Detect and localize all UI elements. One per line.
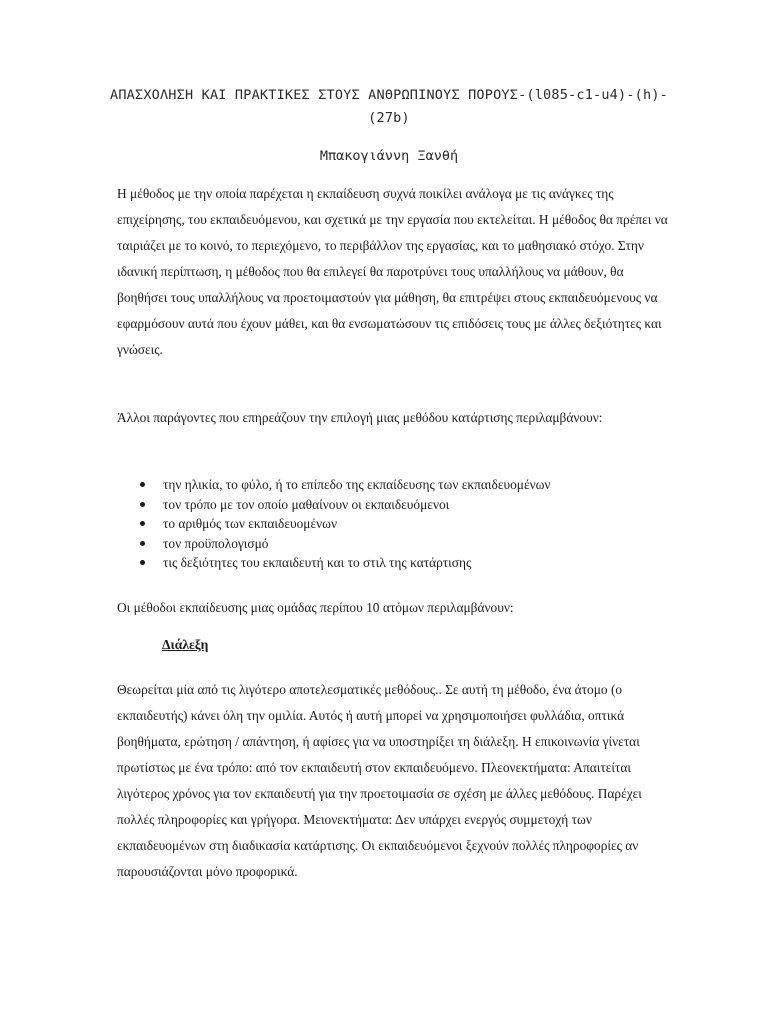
list-item-text: την ηλικία, το φύλο, ή το επίπεδο της εκπαίδευσης των εκπαιδευομένων [163, 477, 551, 492]
list-item [138, 495, 678, 515]
document-title: ΑΠΑΣΧΟΛΗΣΗ ΚΑΙ ΠΡΑΚΤΙΚΕΣ ΣΤΟΥΣ ΑΝΘΡΩΠΙΝΟΥΣ ΠΟΡΟΥΣ-(l085-c1-u4)-(h)-(27b) [110, 87, 668, 126]
list-item [138, 534, 678, 554]
list-item-text: τον προϋπολογισμό [163, 535, 269, 551]
list-item [138, 553, 678, 573]
list-item [138, 514, 678, 534]
bullet-icon [140, 502, 145, 507]
bullet-icon [140, 560, 145, 565]
bullet-icon [140, 521, 145, 526]
factors-list [138, 475, 678, 573]
list-item-text: τις δεξιότητες του εκπαιδευτή και το στιλ της κατάρτισης [163, 555, 472, 570]
bullet-icon [140, 482, 145, 487]
list-item-text: το αριθμός των εκπαιδευομένων [163, 516, 337, 531]
section-heading-lecture: Διάλεξη [162, 637, 209, 652]
bullet-icon [140, 541, 145, 546]
author-name: Μπακογιάννη Ξανθή [319, 148, 459, 164]
factors-intro-paragraph: Άλλοι παράγοντες που επηρεάζουν την επιλογή μιας μεθόδου κατάρτισης περιλαμβάνουν: [117, 410, 603, 425]
lecture-paragraph: Θεωρείται μία από τις λιγότερο αποτελεσματικές μεθόδους.. Σε αυτή τη μέθοδο, ένα άτομο (ο εκπαιδευτής) κάνει όλη την ομιλία. Αυτός ή αυτή μπορεί να χρησιμοποιήσει φυλλάδια, οπτικά βοηθήματα, ερώτηση / απάντηση, ή αφίσες για να υποστηρίξει τη διάλεξη. Η επικοινωνία γίνεται πρωτίστως με ένα τρόπο: από τον εκπαιδευτή στον εκπαιδευόμενο. Πλεονεκτήματα: Απαιτείται λιγότερος χρόνος για τον εκπαιδευτή για την προετοιμασία σε σχέση με άλλες μεθόδους. Παρέχει πολλές πληροφορίες και γρήγορα. Μειονεκτήματα: Δεν υπάρχει ενεργός συμμετοχή των εκπαιδευομένων στη διαδικασία κατάρτισης. Οι εκπαιδευόμενοι ξεχνούν πολλές πληροφορίες αν παρουσιάζονται μόνο προφορικά. [117, 682, 642, 879]
list-item [138, 475, 678, 495]
intro-paragraph: Η μέθοδος με την οποία παρέχεται η εκπαίδευση συχνά ποικίλει ανάλογα με τις ανάγκες της επιχείρησης, του εκπαιδευόμενου, και σχετικά με την εργασία που εκτελείται. Η μέθοδος θα πρέπει να ταιριάζει με το κοινό, το περιεχόμενο, το περιβάλλον της εργασίας, και το μαθησιακό στόχο. Στην ιδανική περίπτωση, η μέθοδος που θα επιλεγεί θα παροτρύνει τους υπαλλήλους να μάθουν, θα βοηθήσει τους υπαλλήλους να προετοιμαστούν για μάθηση, θα επιτρέψει στους εκπαιδευόμενους να εφαρμόσουν αυτά που έχουν μάθει, και θα ενσωματώσουν τις επιδόσεις τους με άλλες δεξιότητες και γνώσεις. [117, 186, 668, 357]
methods-intro-paragraph: Οι μέθοδοι εκπαίδευσης μιας ομάδας περίπου 10 ατόμων περιλαμβάνουν: [117, 600, 514, 615]
list-item-text: τον τρόπο με τον οποίο μαθαίνουν οι εκπαιδευόμενοι [163, 496, 450, 512]
